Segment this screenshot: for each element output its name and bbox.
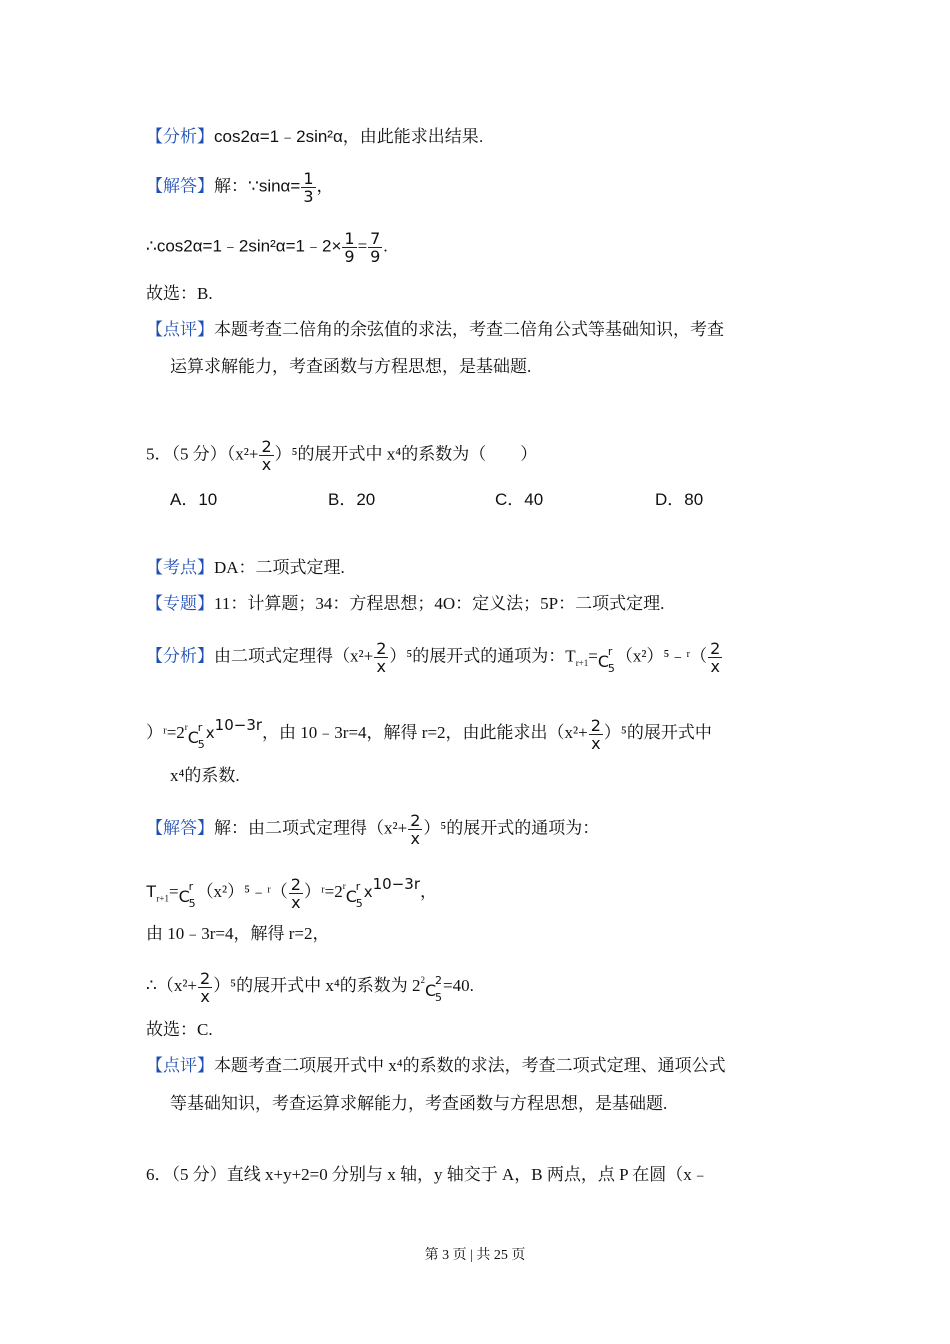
combination-symbol: C 2 5 xyxy=(425,974,443,1005)
page-footer: 第 3 页 | 共 25 页 xyxy=(424,1248,526,1263)
q5-solution: 【解答】解：由二项式定理得（x²+ $\frac{2}{x}$ ）⁵的展开式的通项为： xyxy=(146,811,600,848)
q5-choose: 故选：C. xyxy=(146,1020,213,1039)
q5-stem xyxy=(146,438,537,473)
zhuanti-tag: 【专题】 xyxy=(146,594,214,613)
fraction: $\frac{1}{9}$ xyxy=(344,229,355,266)
q5-analysis: 【分析】由二项式定理得（x²+ $\frac{2}{x}$ ）⁵的展开式的通项为：$T_{r+1}=$ C r 5 （x²）⁵﹣ʳ（ $\frac{2}{x}$ xyxy=(146,639,721,676)
comment-line-1: 本题考查二项展开式中 x⁴的系数的求法，考查二项式定理、通项公式 xyxy=(214,1056,726,1075)
stem-prefix: 5．（5 分）（x²+ xyxy=(146,444,259,464)
q4-choose: 故选：B. xyxy=(146,284,213,303)
q4-comment xyxy=(146,318,724,342)
fraction: $\frac{2}{x}$ xyxy=(590,715,601,753)
comment-line-1: 本题考查二倍角的余弦值的求法，考查二倍角公式等基础知识，考查 xyxy=(214,320,724,339)
combination-symbol: C r 5 xyxy=(178,880,196,911)
q5-step-2: 由 10﹣3r=4，解得 r=2， xyxy=(146,924,330,943)
combination-symbol: C r 5 xyxy=(345,880,363,911)
fraction: $\frac{2}{x}$ xyxy=(376,639,387,676)
q6-stem: 6．（5 分）直线 x+y+2=0 分别与 x 轴，y 轴交于 A，B 两点，点 P 在圆（x﹣ xyxy=(146,1165,709,1184)
analysis-tag: 【分析】 xyxy=(146,646,214,666)
q5-comment-line-2: 等基础知识，考查运算求解能力，考查函数与方程思想，是基础题. xyxy=(170,1094,668,1113)
solution-tag: 【解答】 xyxy=(146,176,214,196)
fraction: $\frac{1}{3}$ xyxy=(303,169,314,206)
zhuanti-text: 11：计算题；34：方程思想；4O：定义法；5P：二项式定理. xyxy=(214,594,665,613)
fraction: $\frac{2}{x}$ xyxy=(200,968,211,1006)
q5-final: ∴（x²+ $\frac{2}{x}$ ）⁵的展开式中 x⁴的系数为 $2^2$ C 2 5 =40. xyxy=(146,968,474,1006)
solution-tag: 【解答】 xyxy=(146,818,214,838)
q5-comment xyxy=(146,1054,726,1078)
analysis-tag: 【分析】 xyxy=(146,127,214,146)
q4-analysis xyxy=(146,125,484,149)
choice-b: B．20 xyxy=(328,490,376,509)
choice-c: C．40 xyxy=(495,490,544,509)
combination-symbol: C r 5 xyxy=(597,644,615,675)
q5-zhuanti xyxy=(146,592,664,616)
fraction: $\frac{2}{x}$ xyxy=(410,811,421,848)
combination-symbol: C r 5 xyxy=(187,721,205,752)
q5-analysis-line-2: ）$ʳ=2^r$ C r 5 $x^{10-3r}$，由 10﹣3r=4，解得 r=2，由此能求出（x²+ $\frac{2}{x}$ ）⁵的展开式中 xyxy=(146,715,712,753)
kaodian-tag: 【考点】 xyxy=(146,558,214,577)
comment-tag: 【点评】 xyxy=(146,320,214,339)
choice-a: A．10 xyxy=(170,490,218,509)
q4-comment-line-2: 运算求解能力，考查函数与方程思想，是基础题. xyxy=(170,357,532,376)
fraction: $\frac{2}{x}$ xyxy=(290,874,301,912)
q5-analysis-line-3: x⁴的系数. xyxy=(170,766,240,785)
fraction: $\frac{2}{x}$ xyxy=(710,639,721,676)
q5-general-term: $T_{r+1}=$ C r 5 （x²）⁵﹣ʳ（ $\frac{2}{x}$ ）$ʳ=2^r$ C r 5 $x^{10-3r}$， xyxy=(146,874,438,912)
q4-solution: 【解答】解：∵sinα= $\frac{1}{3}$ ， xyxy=(146,169,334,206)
comment-tag: 【点评】 xyxy=(146,1056,214,1075)
kaodian-text: DA：二项式定理. xyxy=(214,558,345,577)
choice-d: D．80 xyxy=(655,490,704,509)
q5-kaodian xyxy=(146,556,345,580)
step-prefix: ∴cos2α=1﹣2sin²α=1﹣2× xyxy=(146,236,342,256)
solution-prefix: 解：∵sinα= xyxy=(214,176,301,196)
analysis-text: cos2α=1﹣2sin²α，由此能求出结果. xyxy=(214,127,484,146)
fraction: $\frac{2}{x}$ xyxy=(261,437,272,474)
stem-suffix: ）⁵的展开式中 x⁴的系数为（ ） xyxy=(274,444,538,464)
fraction: $\frac{7}{9}$ xyxy=(370,229,381,266)
q4-step: ∴cos2α=1﹣2sin²α=1﹣2× $\frac{1}{9}$ = $\frac{7}{9}$ . xyxy=(146,229,388,266)
